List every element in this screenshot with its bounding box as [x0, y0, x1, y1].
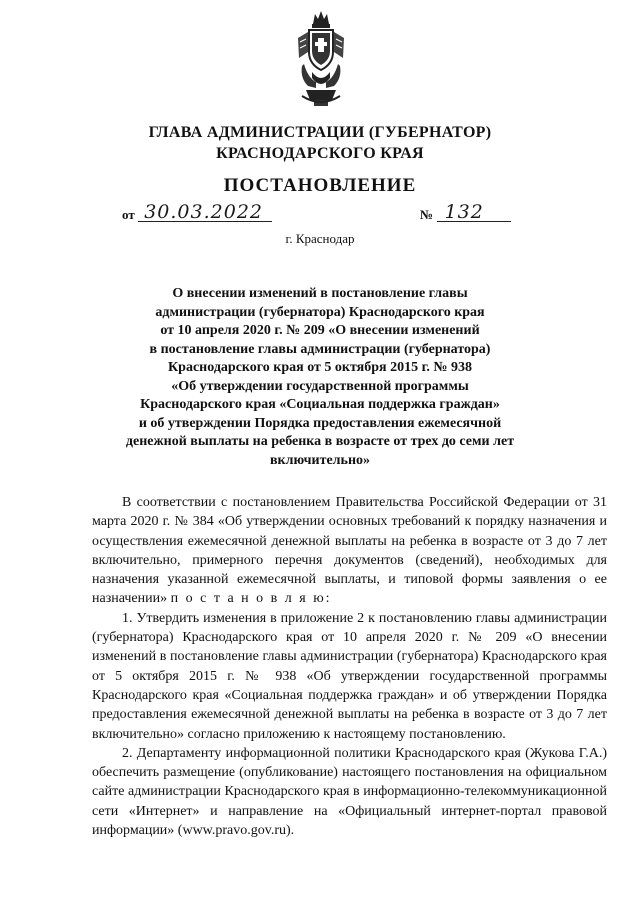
document-type: ПОСТАНОВЛЕНИЕ	[223, 175, 417, 196]
document-subject	[120, 285, 520, 470]
subject-line: денежной выплаты на ребенка в возрасте от трех до семи лет	[125, 434, 515, 449]
decree-word: п о с т а н о в л я ю:	[170, 591, 332, 607]
authority-title	[0, 122, 640, 164]
subject-line: включительно»	[269, 452, 371, 468]
item-2-paragraph: 2. Департаменту информационной политики Краснодарского края (Жукова Г.А.) обеспечить размещение (опубликование) настоящего постановления на официальном сайте администрации Краснодарского края в информационно-телекоммуникационной сети «Интернет» и направление на «Официальный интернет-портал правовой информации» (www.pravo.gov.ru).	[92, 745, 607, 839]
authority-line-1: ГЛАВА АДМИНИСТРАЦИИ (ГУБЕРНАТОР)	[148, 124, 492, 141]
subject-line: администрации (губернатора) Краснодарского края	[155, 304, 485, 320]
number-value: 132	[437, 203, 511, 222]
preamble-paragraph	[92, 493, 607, 609]
item-1-paragraph: 1. Утвердить изменения в приложение 2 к постановлению главы администрации (губернатора) Краснодарского края от 10 апреля 2020 г. № 209 «О внесении изменений в постановление главы администрации (губернатора) Краснодарского края от 5 октября 2015 г. № 938 «Об утверждении государственной программы Краснодарского края «Социальная поддержка граждан» и об утверждении Порядка предоставления ежемесячной денежной выплаты на ребенка в возрасте от 3 до 7 лет включительно» согласно приложению к настоящему постановлению.	[92, 610, 607, 742]
number-label: №	[420, 207, 434, 222]
city-label: г. Краснодар	[285, 231, 355, 246]
subject-line: и об утверждении Порядка предоставления ежемесячной	[138, 415, 502, 431]
preamble-text: В соответствии с постановлением Правительства Российской Федерации от 31 марта 2020 г. № 384 «Об утверждении основных требований к порядку назначения и осуществления ежемесячной денежной выплаты на ребенка в возрасте от 3 до 7 лет включительно, примерного перечня документов (сведений), необходимых для назначения указанной ежемесячной выплаты, и типовой формы заявления о ее назначении»	[92, 495, 607, 607]
subject-line: в постановление главы администрации (губернатора)	[149, 341, 491, 357]
subject-line: Краснодарского края «Социальная поддержка граждан»	[140, 397, 500, 412]
subject-line: Краснодарского края от 5 октября 2015 г. № 938	[168, 360, 472, 375]
subject-line: от 10 апреля 2020 г. № 209 «О внесении изменений	[160, 323, 480, 338]
date-field	[122, 203, 272, 223]
number-field	[420, 203, 511, 223]
subject-line: «Об утверждении государственной программы	[171, 378, 469, 394]
subject-line: О внесении изменений в постановление главы	[172, 286, 468, 301]
coat-of-arms-icon	[296, 8, 346, 112]
document-body	[92, 493, 607, 840]
date-label: от	[122, 207, 135, 222]
authority-line-2: КРАСНОДАРСКОГО КРАЯ	[216, 145, 424, 162]
date-value: 30.03.2022	[138, 203, 272, 222]
